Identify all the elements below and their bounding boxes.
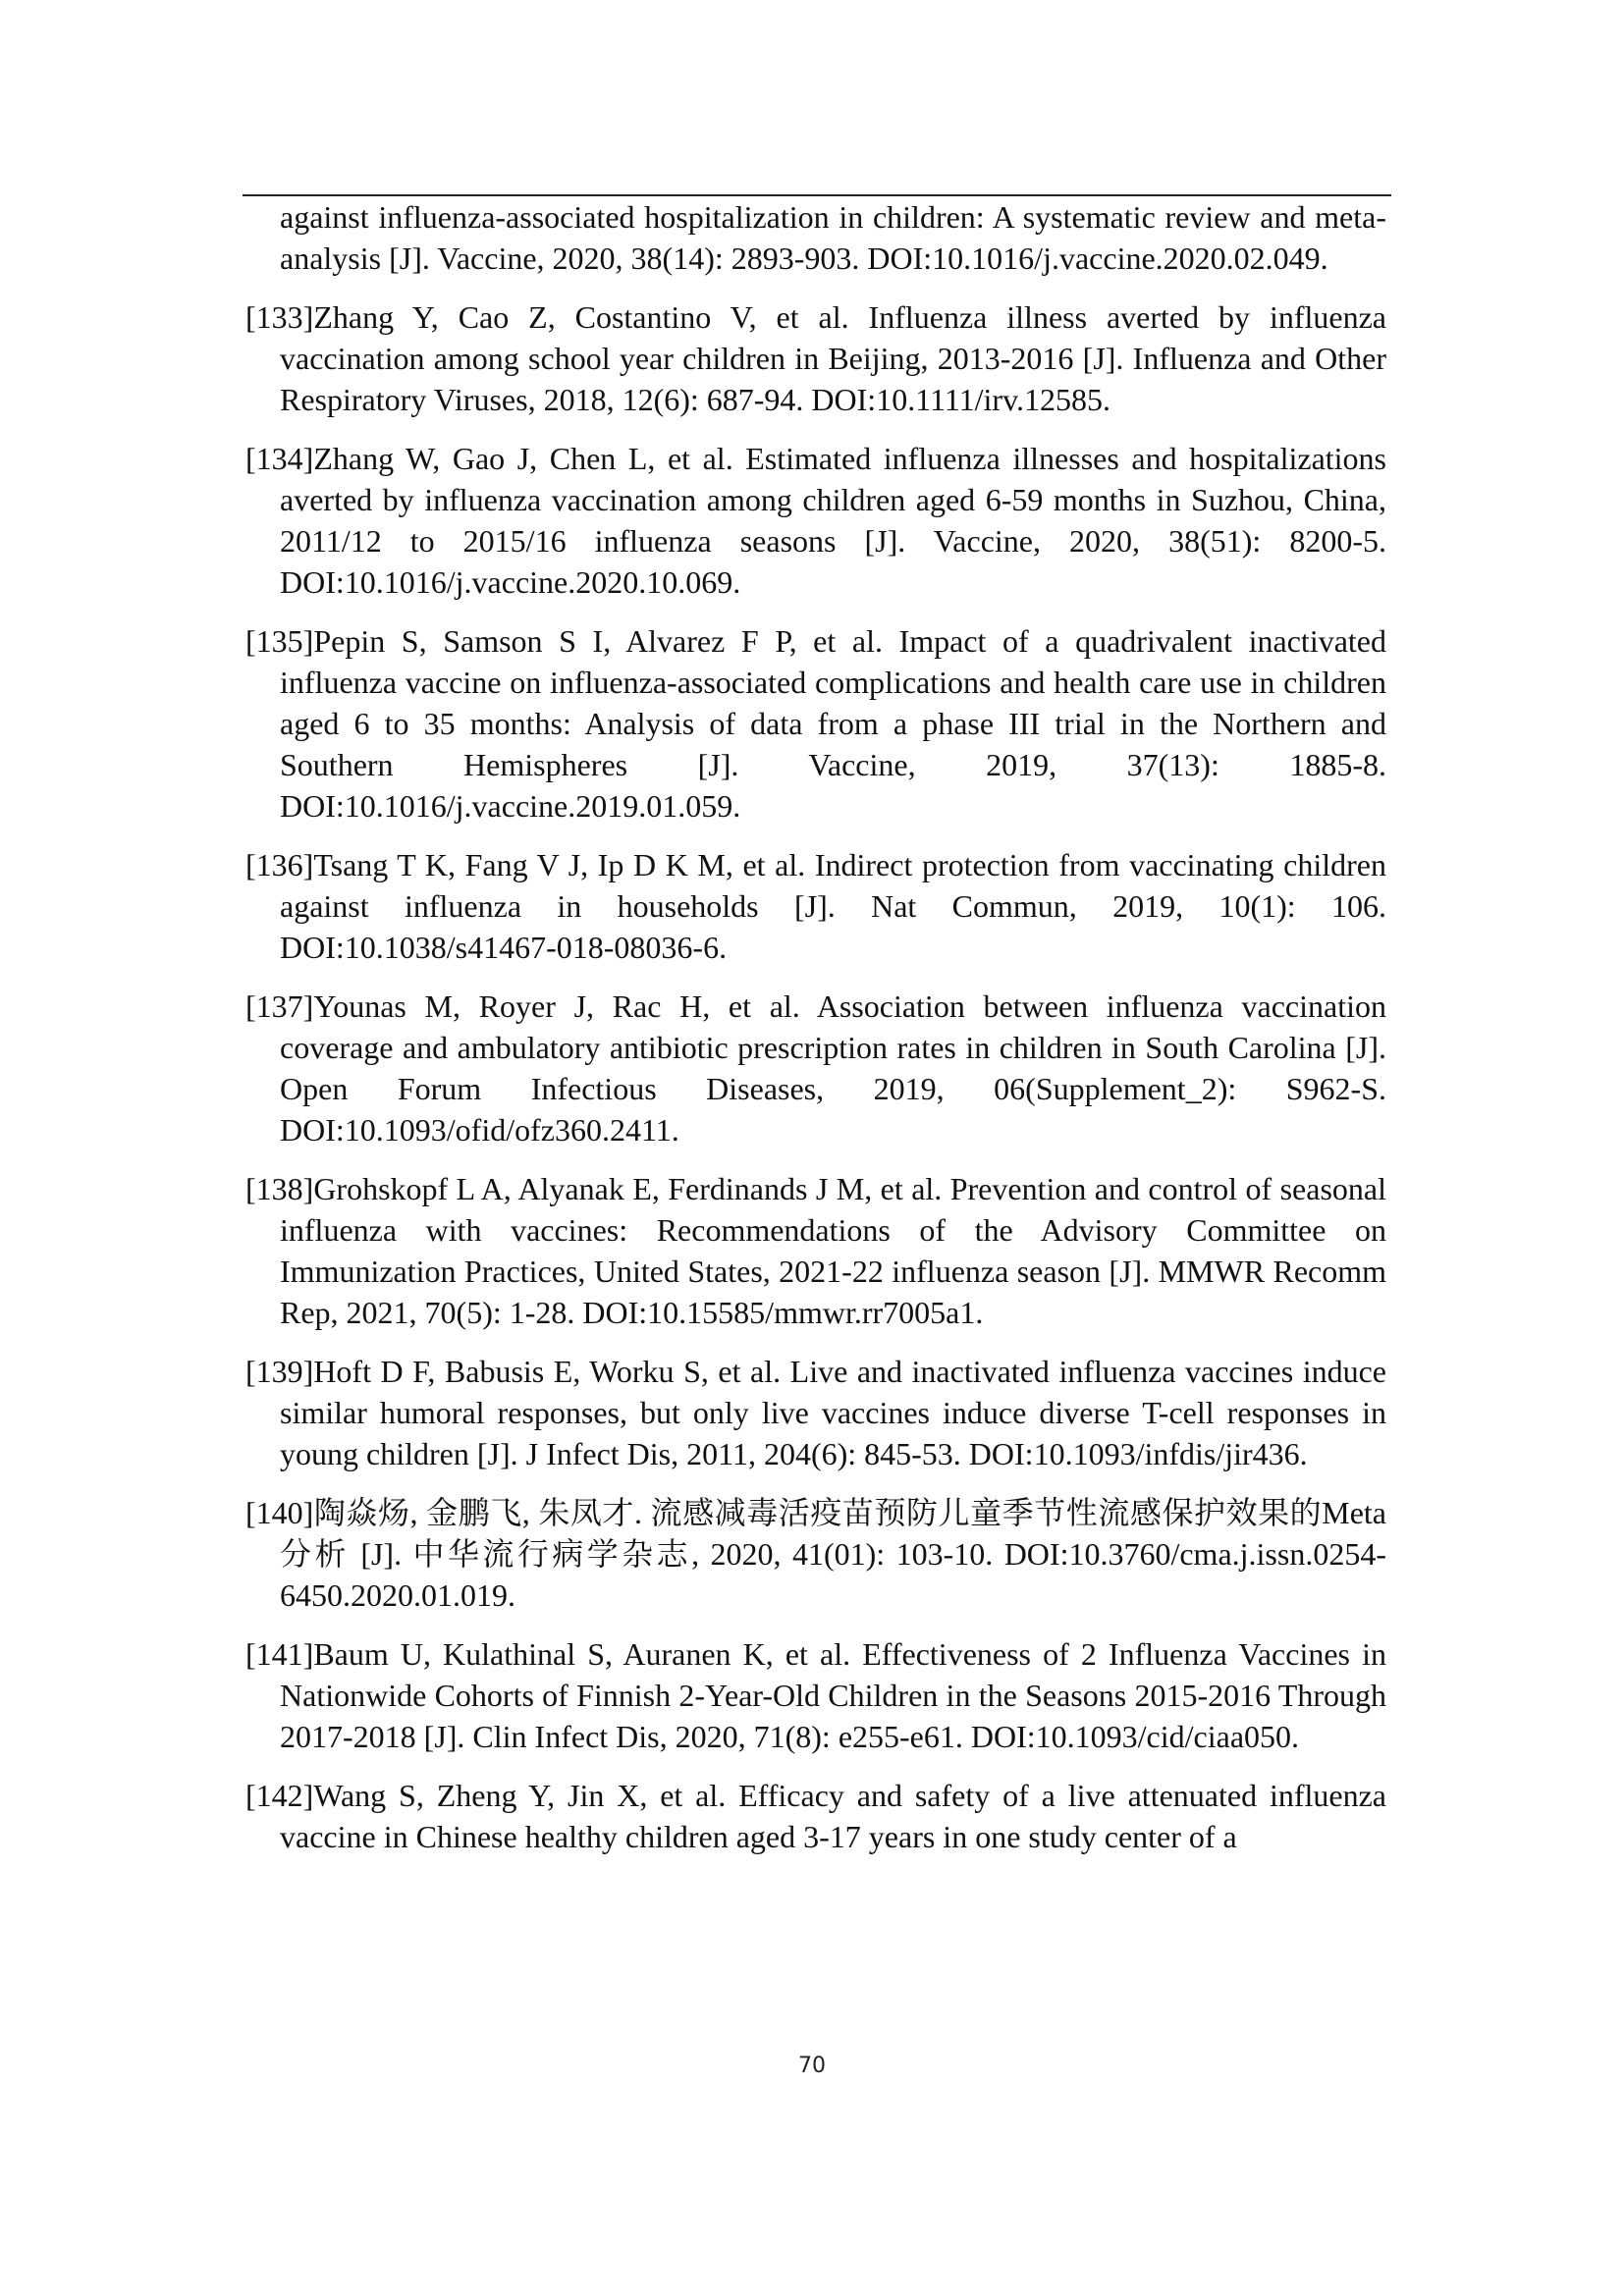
reference-text: Zhang W, Gao J, Chen L, et al. Estimated influenza illnesses and hospitalizations averted by influenza vaccination among children aged 6-59 months in Suzhou, China, 2011/12 to 2015/16 influenza seasons [J]. Vaccine, 2020, 38(51): 8200-5. DOI:10.1016/j.vaccine.2020.10.069.	[280, 441, 1386, 600]
reference-138	[245, 1168, 1386, 1333]
reference-text: Pepin S, Samson S I, Alvarez F P, et al. Impact of a quadrivalent inactivated influenza vaccine on influenza-associated complications and health care use in children aged 6 to 35 months: Analysis of data from a phase III trial in the Northern and Southern Hemispheres [J]. Vaccine, 2019, 37(13): 1885-8. DOI:10.1016/j.vaccine.2019.01.059.	[280, 623, 1386, 824]
reference-label: [141]	[245, 1636, 314, 1672]
reference-label: [137]	[245, 988, 314, 1024]
reference-136	[245, 844, 1386, 968]
reference-text: against influenza-associated hospitalization in children: A systematic review and meta-analysis [J]. Vaccine, 2020, 38(14): 2893-903. DOI:10.1016/j.vaccine.2020.02.049.	[280, 199, 1386, 276]
reference-text: Tsang T K, Fang V J, Ip D K M, et al. Indirect protection from vaccinating children against influenza in households [J]. Nat Commun, 2019, 10(1): 106. DOI:10.1038/s41467-018-08036-6.	[280, 847, 1386, 965]
reference-label: [133]	[245, 299, 314, 335]
reference-continued	[245, 196, 1386, 279]
reference-text: 陶焱炀, 金鹏飞, 朱凤才. 流感减毒活疫苗预防儿童季节性流感保护效果的Meta分析 [J]. 中华流行病学杂志, 2020, 41(01): 103-10. DOI:10.3760/cma.j.issn.0254-6450.2020.01.019.	[280, 1495, 1386, 1613]
reference-133	[245, 296, 1386, 420]
reference-label: [142]	[245, 1778, 314, 1813]
reference-label: [138]	[245, 1171, 314, 1206]
reference-label: [134]	[245, 441, 314, 476]
reference-text: Wang S, Zheng Y, Jin X, et al. Efficacy and safety of a live attenuated influenza vaccine in Chinese healthy children aged 3-17 years in one study center of a	[280, 1778, 1386, 1854]
reference-140	[245, 1492, 1386, 1616]
reference-label: [135]	[245, 623, 314, 659]
reference-text: Hoft D F, Babusis E, Worku S, et al. Live and inactivated influenza vaccines induce similar humoral responses, but only live vaccines induce diverse T-cell responses in young children [J]. J Infect Dis, 2011, 204(6): 845-53. DOI:10.1093/infdis/jir436.	[280, 1354, 1386, 1471]
reference-139	[245, 1351, 1386, 1474]
reference-text: Grohskopf L A, Alyanak E, Ferdinands J M, et al. Prevention and control of seasonal influenza with vaccines: Recommendations of the Advisory Committee on Immunization Practices, United States, 2021-22 influenza season [J]. MMWR Recomm Rep, 2021, 70(5): 1-28. DOI:10.15585/mmwr.rr7005a1.	[280, 1171, 1386, 1330]
reference-135	[245, 620, 1386, 827]
reference-text: Younas M, Royer J, Rac H, et al. Association between influenza vaccination coverage and ambulatory antibiotic prescription rates in children in South Carolina [J]. Open Forum Infectious Diseases, 2019, 06(Supplement_2): S962-S. DOI:10.1093/ofid/ofz360.2411.	[280, 988, 1386, 1148]
reference-141	[245, 1633, 1386, 1757]
reference-142	[245, 1775, 1386, 1857]
reference-text: Baum U, Kulathinal S, Auranen K, et al. Effectiveness of 2 Influenza Vaccines in Nationwide Cohorts of Finnish 2-Year-Old Children in the Seasons 2015-2016 Through 2017-2018 [J]. Clin Infect Dis, 2020, 71(8): e255-e61. DOI:10.1093/cid/ciaa050.	[280, 1636, 1386, 1754]
reference-137	[245, 986, 1386, 1150]
reference-label: [139]	[245, 1354, 314, 1389]
reference-134	[245, 438, 1386, 603]
reference-label: [140]	[245, 1495, 314, 1530]
reference-list	[245, 196, 1386, 1875]
page-number: 70	[798, 2054, 826, 2078]
reference-text: Zhang Y, Cao Z, Costantino V, et al. Influenza illness averted by influenza vaccination among school year children in Beijing, 2013-2016 [J]. Influenza and Other Respiratory Viruses, 2018, 12(6): 687-94. DOI:10.1111/irv.12585.	[280, 299, 1386, 417]
reference-label: [136]	[245, 847, 314, 882]
